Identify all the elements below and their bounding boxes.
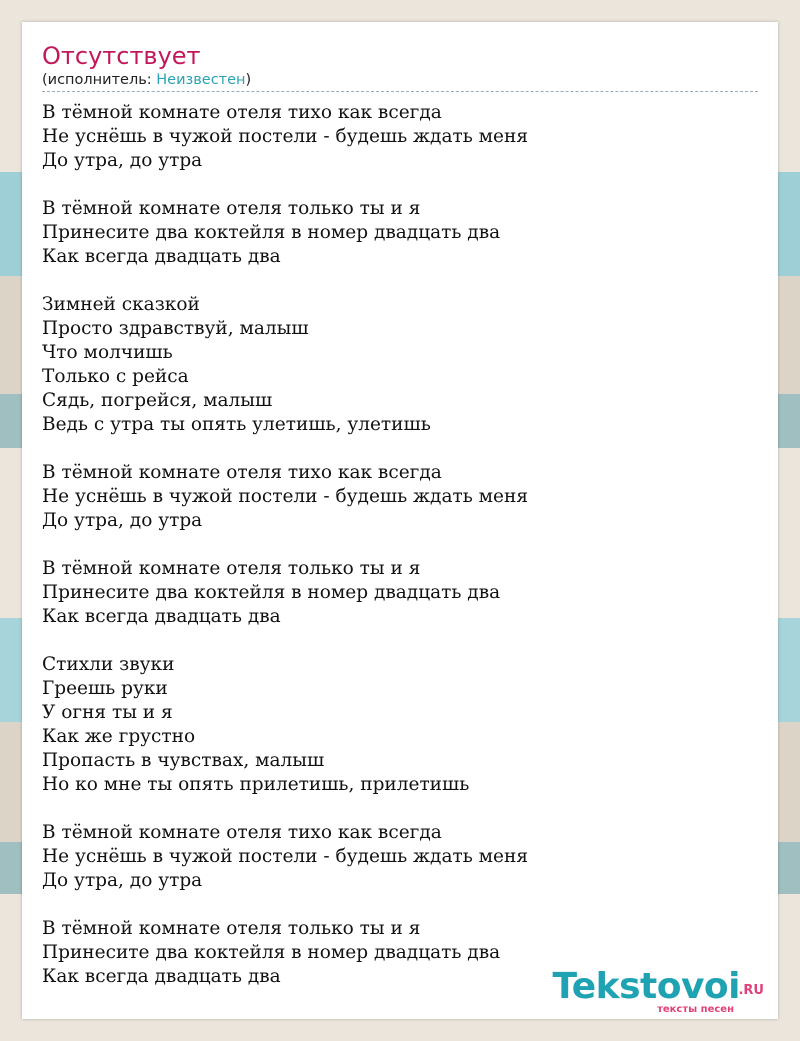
lyric-line: У огня ты и я [42,702,173,723]
lyric-line: В тёмной комнате отеля тихо как всегда [42,102,442,123]
lyric-line: Как же грустно [42,726,196,747]
lyric-line: Но ко мне ты опять прилетишь, прилетишь [42,774,470,795]
lyric-line: В тёмной комнате отеля только ты и я [42,918,421,939]
lyric-line: Зимней сказкой [42,294,200,315]
stanza [42,653,758,797]
lyric-line: Не уснёшь в чужой постели - будешь ждать меня [42,486,529,507]
song-title: Отсутствует [42,42,201,70]
lyric-line: Сядь, погрейся, малыш [42,390,273,411]
stanza [42,557,758,629]
lyric-line: В тёмной комнате отеля только ты и я [42,198,421,219]
lyric-line: До утра, до утра [42,510,203,531]
stanza [42,197,758,269]
lyrics-card [22,22,778,1019]
logo-tld: .RU [738,983,764,998]
lyric-line: Как всегда двадцать два [42,966,281,987]
artist-link[interactable]: Неизвестен [156,72,246,88]
lyric-line: Принесите два коктейля в номер двадцать два [42,222,501,243]
lyric-line: В тёмной комнате отеля тихо как всегда [42,462,442,483]
lyric-line: Ведь с утра ты опять улетишь, улетишь [42,414,431,435]
lyric-line: Принесите два коктейля в номер двадцать два [42,942,501,963]
stanza [42,461,758,533]
lyric-line: Греешь руки [42,678,168,699]
lyric-line: Стихли звуки [42,654,175,675]
lyric-line: До утра, до утра [42,870,203,891]
stanza [42,101,758,173]
lyric-line: Как всегда двадцать два [42,606,281,627]
lyric-line: Не уснёшь в чужой постели - будешь ждать меня [42,126,529,147]
lyric-line: До утра, до утра [42,150,203,171]
logo-tagline: тексты песен [657,1004,734,1015]
lyric-line: Только с рейса [42,366,189,387]
stanza [42,821,758,893]
lyrics-body [42,101,758,989]
artist-suffix: ) [245,72,252,88]
title-divider [42,91,758,92]
lyric-line: Принесите два коктейля в номер двадцать два [42,582,501,603]
lyric-line: Что молчишь [42,342,173,363]
logo-brand: Tekstovoi [552,966,740,1007]
stanza [42,293,758,437]
lyric-line: Пропасть в чувствах, малыш [42,750,325,771]
artist-prefix: (исполнитель: [42,72,157,88]
tekstovoi-logo[interactable] [550,967,770,1019]
lyric-line: В тёмной комнате отеля только ты и я [42,558,421,579]
lyric-line: Не уснёшь в чужой постели - будешь ждать меня [42,846,529,867]
lyric-line: Просто здравствуй, малыш [42,318,309,339]
lyric-line: В тёмной комнате отеля тихо как всегда [42,822,442,843]
lyric-line: Как всегда двадцать два [42,246,281,267]
artist-line [42,71,251,89]
